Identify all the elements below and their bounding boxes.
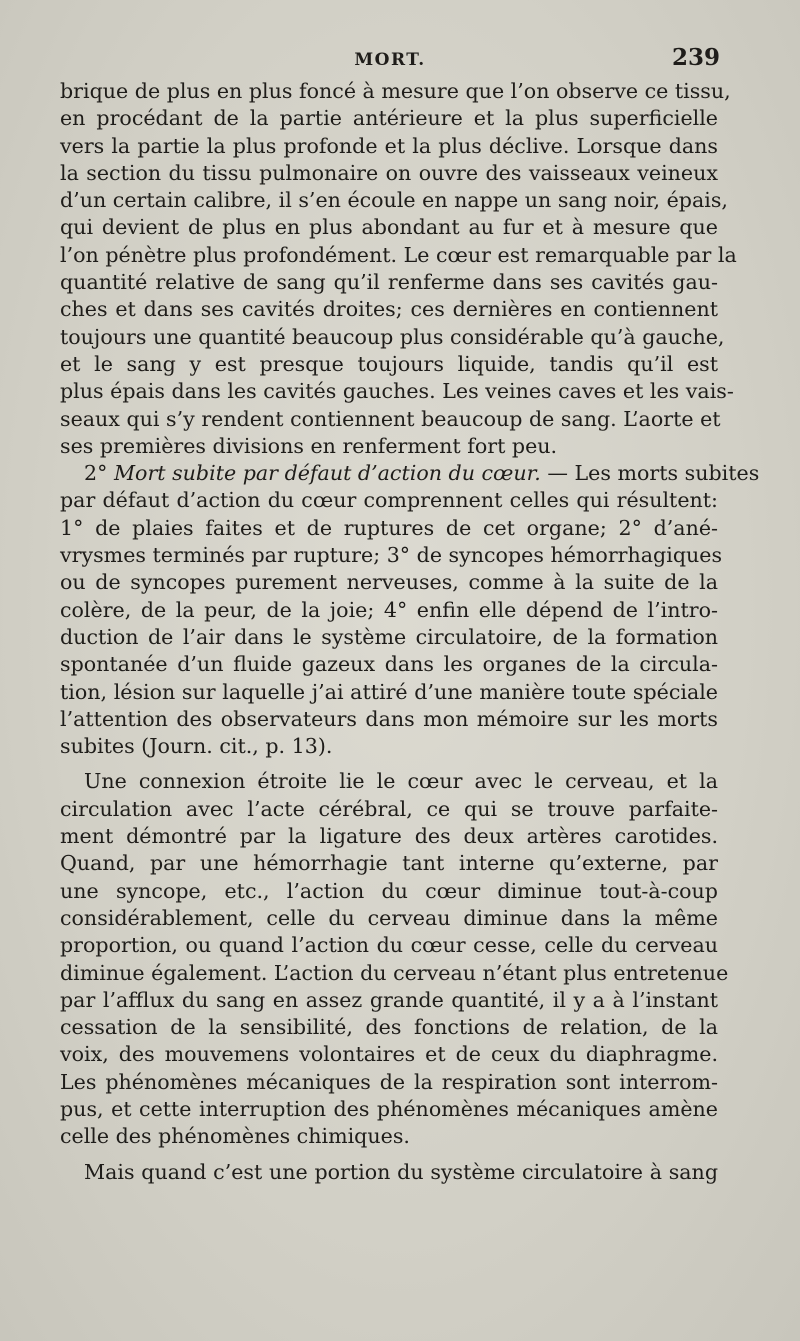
paragraph [60, 460, 760, 760]
text-line: Une connexion étroite lie le cœur avec le cerveau, et la [84, 769, 718, 794]
running-head: MORT. [354, 50, 426, 70]
text-line: tion, lésion sur laquelle j’ai attiré d’une manière toute spéciale [60, 679, 718, 704]
paragraph-gap [60, 760, 718, 768]
text-line: une syncope, etc., l’action du cœur diminue tout-à-coup [60, 878, 718, 903]
text-line: proportion, ou quand l’action du cœur cesse, celle du cerveau [60, 933, 718, 958]
text-line: voix, des mouvemens volontaires et de ceux du diaphragme. [60, 1042, 718, 1067]
text-line: et le sang y est presque toujours liquide, tandis qu’il est [60, 351, 718, 376]
text-line: Quand, par une hémorrhagie tant interne qu’externe, par [60, 851, 718, 876]
text-line: ches et dans ses cavités droites; ces dernières en contiennent [60, 297, 718, 322]
page-number: 239 [671, 44, 720, 71]
text-fragment: — Les morts subites [547, 461, 760, 486]
section-number: 2° [84, 461, 114, 486]
text-line: par l’afflux du sang en assez grande quantité, il y a à l’instant [60, 987, 718, 1012]
text-line: diminue également. L’action du cerveau n’étant plus entretenue [60, 960, 729, 985]
text-line: celle des phénomènes chimiques. [60, 1124, 410, 1149]
section-heading: Mort subite par défaut d’action du cœur. [113, 461, 541, 486]
text-line: circulation avec l’acte cérébral, ce qui se trouve parfaite- [60, 796, 718, 821]
text-line: brique de plus en plus foncé à mesure que l’on observe ce tissu, [60, 79, 731, 103]
text-line: la section du tissu pulmonaire on ouvre des vaisseaux veineux [60, 160, 718, 185]
text-line: toujours une quantité beaucoup plus considérable qu’à gauche, [60, 324, 725, 349]
text-line: vrysmes terminés par rupture; 3° de syncopes hémorrhagiques [60, 543, 723, 568]
text-line: ses premières divisions en renferment fort peu. [60, 433, 558, 458]
text-line: qui devient de plus en plus abondant au fur et à mesure que [60, 215, 718, 240]
text-line: pus, et cette interruption des phénomènes mécaniques amène [60, 1096, 718, 1121]
paragraph-lead-line [60, 460, 760, 487]
text-line: duction de l’air dans le système circulatoire, de la formation [60, 624, 718, 649]
text-line: l’on pénètre plus profondément. Le cœur est remarquable par la [60, 242, 737, 267]
text-line: subites (Journ. cit., p. 13). [60, 734, 333, 759]
text-line: plus épais dans les cavités gauches. Les veines caves et les vais- [60, 379, 734, 404]
text-line: seaux qui s’y rendent contiennent beaucoup de sang. L’aorte et [60, 406, 721, 431]
text-line: 1° de plaies faites et de ruptures de cet organe; 2° d’ané- [60, 515, 718, 540]
text-line: d’un certain calibre, il s’en écoule en nappe un sang noir, épais, [60, 188, 728, 213]
text-line: colère, de la peur, de la joie; 4° enfin elle dépend de l’intro- [60, 597, 718, 622]
text-line: vers la partie la plus profonde et la plus déclive. Lorsque dans [60, 133, 718, 158]
text-line: Mais quand c’est une portion du système circulatoire à sang [84, 1159, 718, 1184]
text-line: Les phénomènes mécaniques de la respiration sont interrom- [60, 1069, 718, 1094]
paragraph [60, 1159, 718, 1186]
page-header [60, 44, 720, 78]
text-line: cessation de la sensibilité, des fonctions de relation, de la [60, 1015, 718, 1040]
text-line: en procédant de la partie antérieure et la plus superficielle [60, 106, 718, 131]
paragraph [60, 768, 729, 1150]
text-line: ou de syncopes purement nerveuses, comme à la suite de la [60, 570, 718, 595]
body-text [60, 78, 760, 1186]
paragraph-gap [60, 1151, 718, 1159]
text-line: quantité relative de sang qu’il renferme dans ses cavités gau- [60, 270, 718, 295]
paragraph [60, 78, 737, 460]
text-line: spontanée d’un fluide gazeux dans les organes de la circula- [60, 652, 718, 677]
text-line: l’attention des observateurs dans mon mémoire sur les morts [60, 706, 718, 731]
text-line: par défaut d’action du cœur comprennent celles qui résultent: [60, 488, 718, 513]
text-line: considérablement, celle du cerveau diminue dans la même [60, 905, 718, 930]
text-line: ment démontré par la ligature des deux artères carotides. [60, 824, 718, 849]
